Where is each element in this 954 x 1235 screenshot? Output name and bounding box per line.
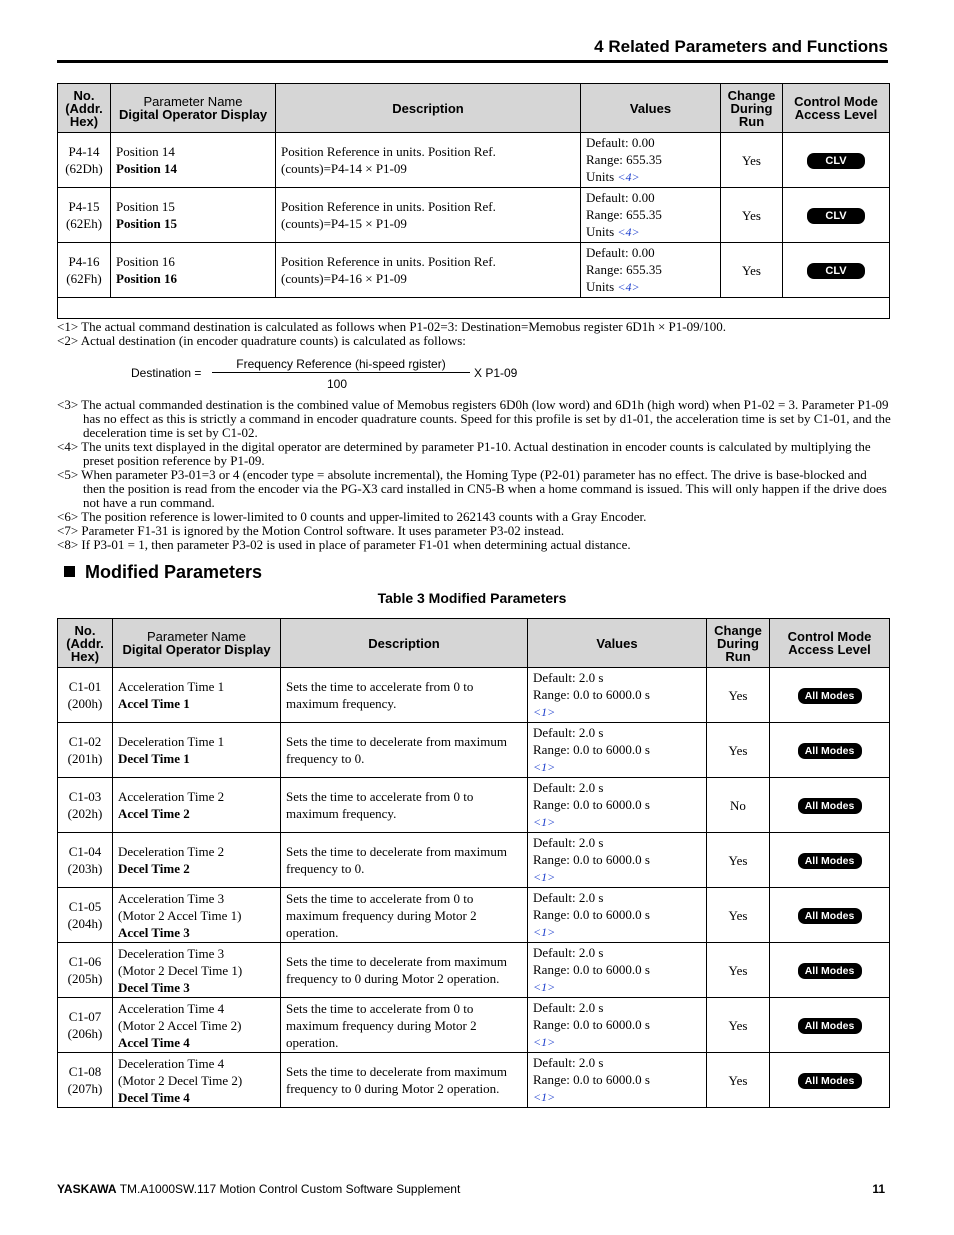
col-values: Values: [528, 619, 707, 668]
note-ref[interactable]: <1>: [533, 1090, 556, 1104]
col-change: Change During Run: [721, 84, 783, 133]
change-during-run: Yes: [721, 133, 783, 188]
change-during-run: Yes: [707, 723, 770, 778]
brand-name: YASKAWA: [57, 1182, 117, 1196]
change-during-run: Yes: [707, 943, 770, 998]
notes-bottom: [57, 398, 892, 552]
col-change: Change During Run: [707, 619, 770, 668]
param-name: Position 15 Position 15: [111, 188, 276, 243]
param-description: Sets the time to accelerate from 0 to maximum frequency.: [281, 778, 528, 833]
access-badge: All Modes: [798, 1018, 862, 1034]
col-control: Control Mode Access Level: [783, 84, 890, 133]
note-ref[interactable]: <1>: [533, 870, 556, 884]
modified-parameters-table: [57, 618, 890, 1108]
bullet-square-icon: [64, 566, 75, 577]
access-level: [770, 778, 890, 833]
access-level: [770, 833, 890, 888]
col-name: Parameter Name Digital Operator Display: [113, 619, 281, 668]
note-6: <6> The position reference is lower-limited to 0 counts and upper-limited to 262143 counts with a Gray Encoder.: [57, 509, 647, 524]
table-footer-cell: [58, 298, 890, 319]
col-values: Values: [581, 84, 721, 133]
param-description: Position Reference in units. Position Ref. (counts)=P4-16 × P1-09: [276, 243, 581, 298]
param-number: C1-02 (201h): [58, 723, 113, 778]
access-badge: All Modes: [798, 1073, 862, 1089]
table-row: [58, 668, 890, 723]
param-number: C1-08 (207h): [58, 1053, 113, 1108]
param-values: Default: 2.0 s Range: 0.0 to 6000.0 s <1>: [528, 668, 707, 723]
table-footer-row: [58, 298, 890, 319]
table-row: [58, 998, 890, 1053]
access-badge: CLV: [807, 263, 865, 279]
note-5: <5> When parameter P3-01=3 or 4 (encoder type = absolute incremental), the Homing Type (P2-01) parameter has no effect. The drive is base-blocked and then the position is read from the encoder via the PG-X3 card installed in CN5-B when a home command is issued. This will only happen if the drive does not have a run command.: [57, 467, 887, 510]
param-description: Sets the time to decelerate from maximum frequency to 0 during Motor 2 operation.: [281, 943, 528, 998]
param-number: C1-04 (203h): [58, 833, 113, 888]
table-row: [58, 723, 890, 778]
note-ref[interactable]: <4>: [617, 280, 640, 294]
param-description: Position Reference in units. Position Ref. (counts)=P4-14 × P1-09: [276, 133, 581, 188]
param-number: C1-05 (204h): [58, 888, 113, 943]
param-description: Sets the time to accelerate from 0 to maximum frequency during Motor 2 operation.: [281, 888, 528, 943]
change-during-run: Yes: [707, 833, 770, 888]
note-ref[interactable]: <4>: [617, 225, 640, 239]
param-name: Deceleration Time 3 (Motor 2 Decel Time 1) Decel Time 3: [113, 943, 281, 998]
param-name: Position 14 Position 14: [111, 133, 276, 188]
param-number: P4-14 (62Dh): [58, 133, 111, 188]
col-no: No. (Addr. Hex): [58, 619, 113, 668]
param-number: C1-03 (202h): [58, 778, 113, 833]
param-name: Acceleration Time 3 (Motor 2 Accel Time 1) Accel Time 3: [113, 888, 281, 943]
table-row: [58, 188, 890, 243]
access-level: [783, 133, 890, 188]
table-row: [58, 778, 890, 833]
position-parameters-table: [57, 83, 890, 319]
param-values: Default: 0.00 Range: 655.35 Units <4>: [581, 188, 721, 243]
note-3: <3> The actual commanded destination is the combined value of Memobus registers 6D0h (low word) and 6D1h (high word) when P1-02 = 3. Parameter P1-09 has no effect as this is strictly a command in encoder quadrature counts. Speed for this profile is set by d1-01, the acceleration time is set by C1-01, and the deceleration time is set by C1-02.: [57, 397, 891, 440]
param-description: Sets the time to accelerate from 0 to maximum frequency during Motor 2 operation.: [281, 998, 528, 1053]
access-badge: All Modes: [798, 853, 862, 869]
param-values: Default: 2.0 s Range: 0.0 to 6000.0 s <1>: [528, 888, 707, 943]
col-no: No. (Addr. Hex): [58, 84, 111, 133]
note-ref[interactable]: <4>: [617, 170, 640, 184]
note-ref[interactable]: <1>: [533, 705, 556, 719]
note-ref[interactable]: <1>: [533, 980, 556, 994]
param-values: Default: 0.00 Range: 655.35 Units <4>: [581, 243, 721, 298]
note-4: <4> The units text displayed in the digital operator are determined by parameter P1-10. Actual destination in encoder counts is calculated by multiplying the preset position reference by P1-09.: [57, 439, 871, 468]
access-badge: CLV: [807, 208, 865, 224]
page-number: 11: [872, 1182, 885, 1196]
table-row: [58, 833, 890, 888]
note-2: <2> Actual destination (in encoder quadrature counts) is calculated as follows:: [57, 333, 466, 348]
access-level: [770, 668, 890, 723]
change-during-run: Yes: [721, 243, 783, 298]
note-7: <7> Parameter F1-31 is ignored by the Motion Control software. It uses parameter P3-02 instead.: [57, 523, 565, 538]
access-level: [770, 888, 890, 943]
access-level: [783, 243, 890, 298]
note-ref[interactable]: <1>: [533, 925, 556, 939]
param-values: Default: 2.0 s Range: 0.0 to 6000.0 s <1>: [528, 778, 707, 833]
page-footer: [57, 1182, 885, 1196]
param-values: Default: 2.0 s Range: 0.0 to 6000.0 s <1>: [528, 943, 707, 998]
param-number: C1-07 (206h): [58, 998, 113, 1053]
param-values: Default: 2.0 s Range: 0.0 to 6000.0 s <1>: [528, 723, 707, 778]
col-control: Control Mode Access Level: [770, 619, 890, 668]
param-values: Default: 2.0 s Range: 0.0 to 6000.0 s <1>: [528, 998, 707, 1053]
access-badge: All Modes: [798, 688, 862, 704]
param-name: Acceleration Time 4 (Motor 2 Accel Time 2) Accel Time 4: [113, 998, 281, 1053]
col-description: Description: [281, 619, 528, 668]
access-level: [770, 1053, 890, 1108]
change-during-run: No: [707, 778, 770, 833]
param-values: Default: 2.0 s Range: 0.0 to 6000.0 s <1>: [528, 1053, 707, 1108]
document-title: TM.A1000SW.117 Motion Control Custom Software Supplement: [116, 1182, 461, 1196]
access-badge: All Modes: [798, 908, 862, 924]
table-row: [58, 1053, 890, 1108]
access-level: [770, 943, 890, 998]
access-badge: All Modes: [798, 743, 862, 759]
change-during-run: Yes: [707, 1053, 770, 1108]
param-name: Acceleration Time 2 Accel Time 2: [113, 778, 281, 833]
access-badge: All Modes: [798, 798, 862, 814]
param-name: Deceleration Time 4 (Motor 2 Decel Time 2) Decel Time 4: [113, 1053, 281, 1108]
param-name: Acceleration Time 1 Accel Time 1: [113, 668, 281, 723]
param-description: Sets the time to decelerate from maximum frequency to 0 during Motor 2 operation.: [281, 1053, 528, 1108]
note-1: <1> The actual command destination is calculated as follows when P1-02=3: Destination=Memobus register 6D1h × P1-09/100.: [57, 319, 726, 334]
access-level: [770, 723, 890, 778]
formula-lhs: Destination =: [131, 366, 202, 380]
access-badge: CLV: [807, 153, 865, 169]
param-description: Position Reference in units. Position Ref. (counts)=P4-15 × P1-09: [276, 188, 581, 243]
param-number: P4-16 (62Fh): [58, 243, 111, 298]
param-name: Deceleration Time 1 Decel Time 1: [113, 723, 281, 778]
change-during-run: Yes: [707, 668, 770, 723]
param-name: Deceleration Time 2 Decel Time 2: [113, 833, 281, 888]
table-row: [58, 943, 890, 998]
param-number: P4-15 (62Eh): [58, 188, 111, 243]
formula-numerator: Frequency Reference (hi-speed rgister): [212, 357, 470, 373]
change-during-run: Yes: [707, 888, 770, 943]
param-number: C1-01 (200h): [58, 668, 113, 723]
param-description: Sets the time to decelerate from maximum frequency to 0.: [281, 723, 528, 778]
change-during-run: Yes: [721, 188, 783, 243]
param-description: Sets the time to accelerate from 0 to maximum frequency.: [281, 668, 528, 723]
param-name: Position 16 Position 16: [111, 243, 276, 298]
access-level: [770, 998, 890, 1053]
access-level: [783, 188, 890, 243]
table-row: [58, 888, 890, 943]
param-values: Default: 2.0 s Range: 0.0 to 6000.0 s <1>: [528, 833, 707, 888]
note-ref[interactable]: <1>: [533, 815, 556, 829]
section-header: 4 Related Parameters and Functions: [57, 37, 888, 63]
note-ref[interactable]: <1>: [533, 760, 556, 774]
param-number: C1-06 (205h): [58, 943, 113, 998]
col-name: Parameter Name Digital Operator Display: [111, 84, 276, 133]
param-description: Sets the time to decelerate from maximum frequency to 0.: [281, 833, 528, 888]
table-caption: Table 3 Modified Parameters: [377, 590, 567, 606]
note-ref[interactable]: <1>: [533, 1035, 556, 1049]
table-row: [58, 133, 890, 188]
change-during-run: Yes: [707, 998, 770, 1053]
notes-top: [57, 320, 892, 348]
formula-denominator: 100: [326, 377, 348, 391]
table-row: [58, 243, 890, 298]
param-values: Default: 0.00 Range: 655.35 Units <4>: [581, 133, 721, 188]
modified-parameters-heading: Modified Parameters: [64, 562, 262, 583]
formula-rhs: X P1-09: [474, 366, 518, 380]
note-8: <8> If P3-01 = 1, then parameter P3-02 is used in place of parameter F1-01 when determining actual distance.: [57, 537, 631, 552]
access-badge: All Modes: [798, 963, 862, 979]
col-description: Description: [276, 84, 581, 133]
